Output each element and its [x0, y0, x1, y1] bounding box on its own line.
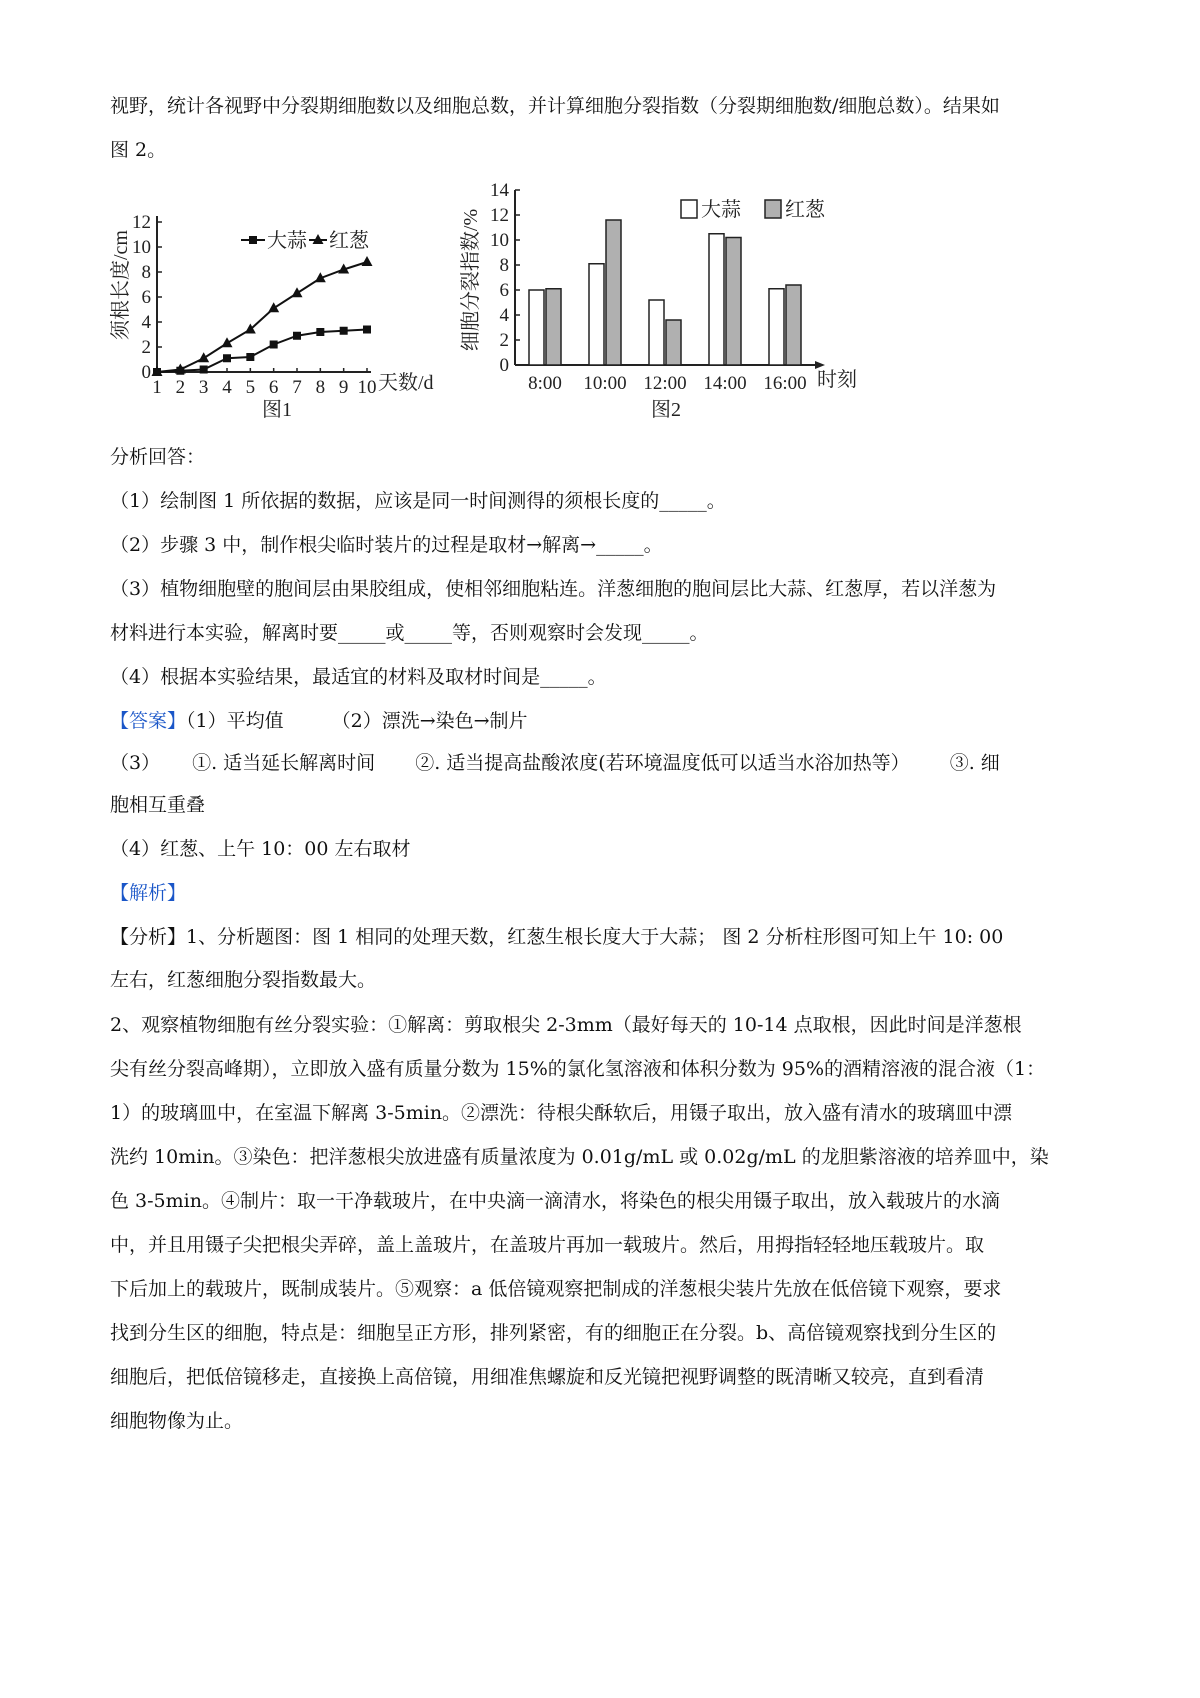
fig2-bar-1-1 [606, 220, 621, 365]
fig2-x-axis-label: 时刻 [817, 369, 857, 391]
fig2-bar-0-0 [529, 290, 544, 365]
fig1-point-triangle [198, 352, 209, 362]
answer-line-1 [110, 707, 1100, 735]
answer-line-3 [110, 749, 1100, 777]
question-3-line-1: （3）植物细胞壁的胞间层由果胶组成，使相邻细胞粘连。洋葱细胞的胞间层比大蒜、红葱厚，若以洋葱为 [110, 578, 997, 600]
fig2-x-tick-label: 12:00 [643, 373, 687, 394]
fig2-bar-1-2 [666, 320, 681, 365]
fig1-legend [241, 229, 370, 252]
fig1-y-tick-label: 0 [141, 362, 151, 383]
fig2-caption: 图2 [651, 399, 681, 421]
fig1-x-tick-label: 6 [268, 377, 279, 398]
analysis-tag: 【解析】 [110, 882, 187, 904]
fig2-legend-swatch-1 [765, 200, 781, 218]
intro-line-2: 图 2。 [110, 139, 167, 161]
fig1-legend-marker-square [249, 236, 257, 244]
analysis-para-1-text: 1、分析题图：图 1 相同的处理天数，红葱生根长度大于大蒜； 图 2 分析柱形图可知上午 10: 00 [186, 926, 1004, 948]
fig2-y-tick-label: 4 [499, 305, 509, 326]
fig1-point-triangle [222, 337, 233, 347]
fig1-point-square [223, 354, 231, 362]
fig2-x-tick-label: 10:00 [583, 373, 627, 394]
fig2-y-tick-label: 10 [490, 230, 509, 251]
fig1-caption: 图1 [262, 399, 292, 421]
fig1-legend-label-0: 大蒜 [267, 230, 307, 252]
answer-3-part-1: ①. 适当延长解离时间 [192, 752, 376, 774]
fig2-bar-0-1 [589, 264, 604, 365]
fig2-bar-0-2 [649, 300, 664, 365]
answer-2: （2）漂洗→染色→制片 [331, 710, 528, 732]
fig2-x-axis-arrow [815, 361, 825, 369]
question-4: （4）根据本实验结果，最适宜的材料及取材时间是_____。 [110, 666, 607, 688]
questions-lead: 分析回答： [110, 446, 206, 468]
fig1-y-axis-label: 须根长度/cm [110, 230, 132, 340]
fig1-series-line-1 [157, 262, 367, 372]
analysis-para-2-line-9: 细胞后，把低倍镜移走，直接换上高倍镜，用细准焦螺旋和反光镜把视野调整的既清晰又较亮，直到看清 [110, 1366, 985, 1388]
fig1-point-triangle [292, 287, 303, 297]
intro-line-1: 视野，统计各视野中分裂期细胞数以及细胞总数，并计算细胞分裂指数（分裂期细胞数/细胞总数）。结果如 [110, 95, 1000, 117]
fig1-x-tick-label: 7 [292, 377, 302, 398]
fig1-y-tick-label: 12 [132, 212, 151, 233]
figure-1-line-chart [105, 180, 475, 428]
fig2-legend-label-1: 红葱 [785, 199, 825, 221]
fig1-point-square [270, 341, 278, 349]
fig1-x-tick-label: 2 [175, 377, 186, 398]
fig2-x-tick-label: 14:00 [703, 373, 747, 394]
fig1-x-tick-label: 4 [222, 377, 232, 398]
fig2-bar-0-4 [769, 289, 784, 365]
fig2-bar-1-3 [726, 238, 741, 366]
fig1-point-square [200, 366, 208, 374]
fig2-bar-1-0 [546, 289, 561, 365]
fig2-x-ticks [528, 373, 807, 394]
fig2-legend-swatch-0 [681, 200, 697, 218]
answer-3-part-3: ③. 细 [949, 752, 1000, 774]
answer-3-number: （3） [110, 752, 161, 774]
fig1-y-tick-label: 8 [141, 262, 151, 283]
fig1-point-square [363, 326, 371, 334]
fig1-x-tick-label: 5 [245, 377, 256, 398]
answer-tag: 【答案】 [110, 710, 187, 732]
fig1-x-axis-label: 天数/d [378, 372, 434, 394]
fig2-y-tick-label: 12 [490, 205, 509, 226]
analysis-para-2-line-6: 中，并且用镊子尖把根尖弄碎，盖上盖玻片，在盖玻片再加一载玻片。然后，用拇指轻轻地压载玻片。取 [110, 1234, 985, 1256]
fig1-y-tick-label: 4 [141, 312, 151, 333]
fig2-y-tick-label: 6 [499, 280, 509, 301]
fig1-point-square [316, 328, 324, 336]
answer-3-part-2: ②. 适当提高盐酸浓度(若环境温度低可以适当水浴加热等） [415, 752, 910, 774]
fig2-legend [681, 198, 826, 221]
fig2-y-tick-label: 2 [499, 330, 509, 351]
figure-2-bar-chart [455, 180, 875, 428]
fig2-x-tick-label: 8:00 [528, 373, 562, 394]
fig1-point-square [293, 332, 301, 340]
analysis-para-2-line-5: 色 3-5min。④制片：取一干净载玻片，在中央滴一滴清水，将染色的根尖用镊子取出，放入载玻片的水滴 [110, 1190, 1000, 1212]
fig1-x-tick-label: 9 [338, 377, 349, 398]
fig1-x-tick-label: 3 [198, 377, 209, 398]
answer-4: （4）红葱、上午 10：00 左右取材 [110, 838, 411, 860]
fig1-x-tick-label: 1 [152, 377, 162, 398]
question-1: （1）绘制图 1 所依据的数据，应该是同一时间测得的须根长度的_____。 [110, 490, 726, 512]
fig2-y-axis-label: 细胞分裂指数/% [460, 208, 482, 352]
analysis-para-2-line-8: 找到分生区的细胞，特点是：细胞呈正方形，排列紧密，有的细胞正在分裂。b、高倍镜观察找到分生区的 [110, 1322, 997, 1344]
fig1-point-square [340, 327, 348, 335]
fig2-bar-1-4 [786, 285, 801, 365]
question-3-line-2: 材料进行本实验，解离时要_____或_____等，否则观察时会发现_____。 [110, 622, 709, 644]
fig1-y-tick-label: 2 [141, 337, 151, 358]
analysis-para-2-line-1: 2、观察植物细胞有丝分裂实验：①解离：剪取根尖 2-3mm（最好每天的 10-14 点取根，因此时间是洋葱根 [110, 1014, 1022, 1036]
fig1-point-triangle [268, 302, 279, 312]
analysis-para-1-line-2: 左右，红葱细胞分裂指数最大。 [110, 969, 377, 991]
analysis-para-2-line-3: 1）的玻璃皿中，在室温下解离 3-5min。②漂洗：待根尖酥软后，用镊子取出，放入盛有清水的玻璃皿中漂 [110, 1102, 1013, 1124]
answer-3-continuation: 胞相互重叠 [110, 794, 206, 816]
fig2-y-tick-label: 8 [499, 255, 509, 276]
fig1-legend-label-1: 红葱 [329, 230, 369, 252]
analysis-para-2-line-4: 洗约 10min。③染色：把洋葱根尖放进盛有质量浓度为 0.01g/mL 或 0.02g/mL 的龙胆紫溶液的培养皿中，染 [110, 1146, 1049, 1168]
analysis-para-2-line-7: 下后加上的载玻片，既制成装片。⑤观察：a 低倍镜观察把制成的洋葱根尖装片先放在低倍镜下观察，要求 [110, 1278, 1002, 1300]
fig2-legend-label-0: 大蒜 [701, 199, 741, 221]
analysis-para-1-line-1 [110, 923, 1100, 951]
answer-1: （1）平均值 [186, 710, 284, 732]
analysis-para-2-line-10: 细胞物像为止。 [110, 1410, 244, 1432]
fig1-x-tick-label: 8 [315, 377, 326, 398]
question-2: （2）步骤 3 中，制作根尖临时装片的过程是取材→解离→_____。 [110, 534, 663, 556]
analysis-subtag: 【分析】 [110, 926, 187, 948]
fig2-y-tick-label: 14 [490, 180, 509, 201]
fig2-x-tick-label: 16:00 [763, 373, 807, 394]
fig1-x-tick-label: 10 [357, 377, 377, 398]
fig1-y-tick-label: 6 [141, 287, 151, 308]
fig1-y-tick-label: 10 [132, 237, 151, 258]
fig1-series [152, 256, 373, 376]
fig2-y-tick-label: 0 [499, 355, 509, 376]
fig1-point-triangle [362, 256, 373, 266]
fig2-bar-0-3 [709, 234, 724, 365]
fig1-point-square [246, 353, 254, 361]
fig2-bars [529, 220, 801, 365]
analysis-para-2-line-2: 尖有丝分裂高峰期），立即放入盛有质量分数为 15%的氯化氢溶液和体积分数为 95%的酒精溶液的混合液（1： [110, 1058, 1046, 1080]
